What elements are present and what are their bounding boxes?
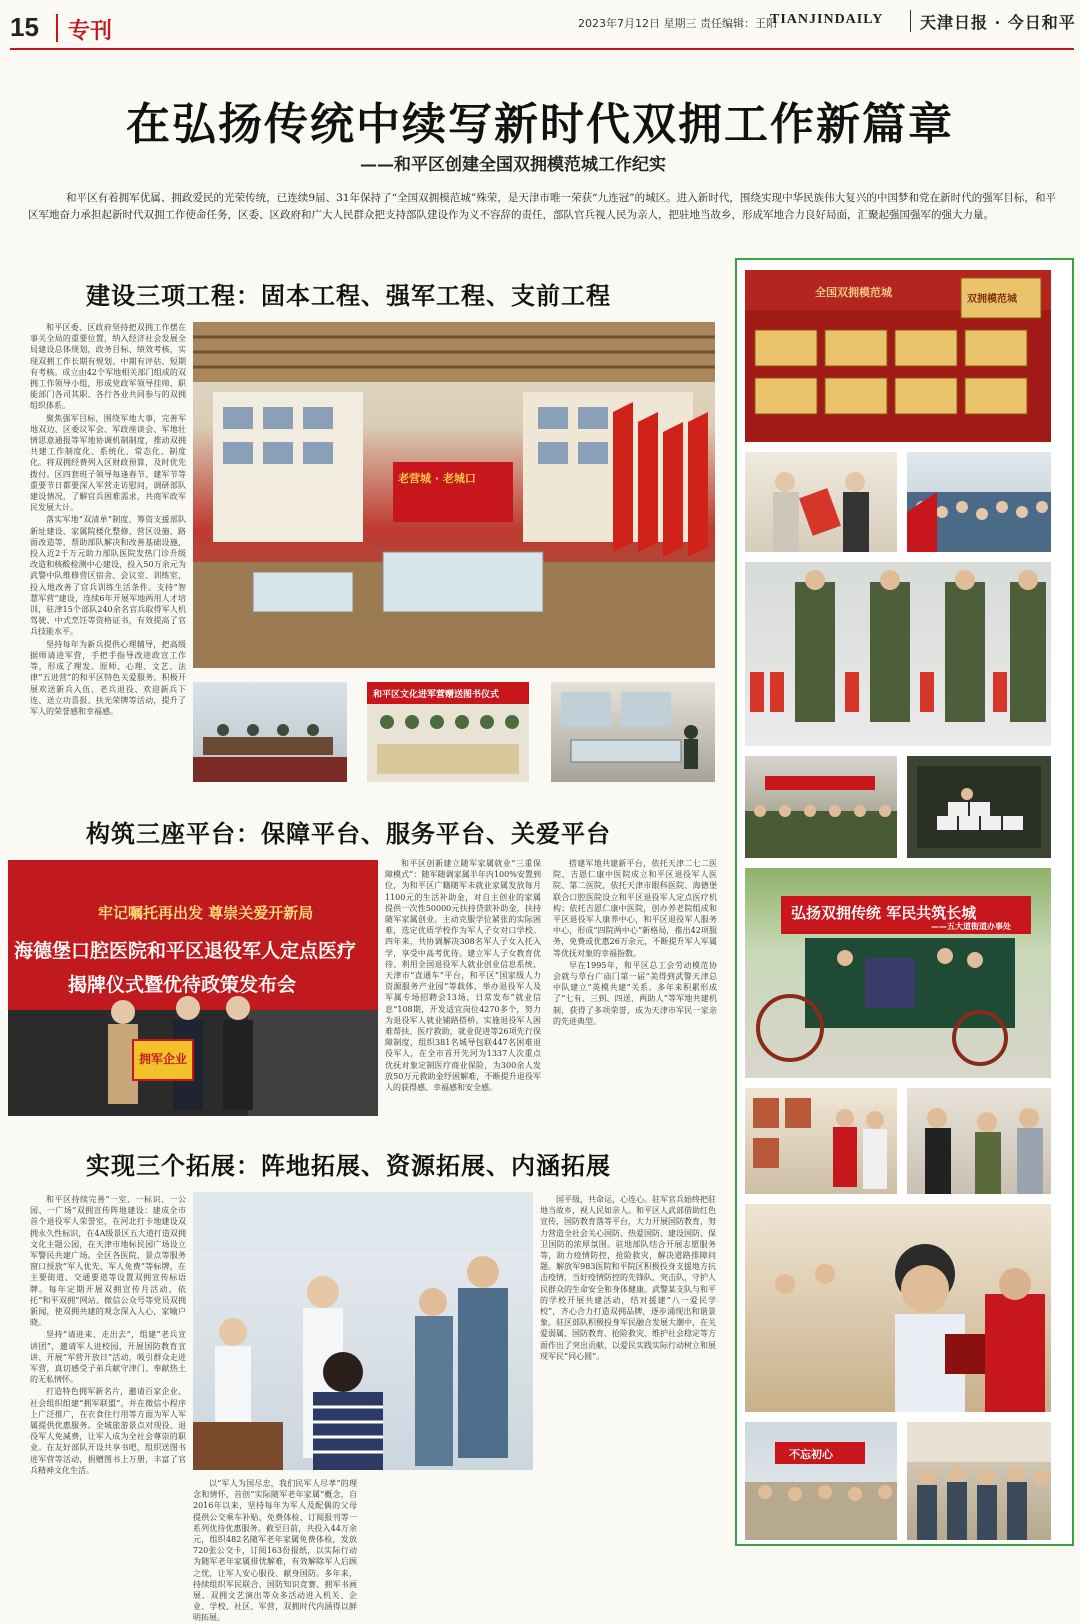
street-event-photo [745, 1422, 897, 1540]
honor-wall-photo [745, 270, 1051, 442]
cart-banner-caption: 弘扬双拥传统 军民共筑长城 [791, 904, 977, 922]
truck-supplies-photo [907, 756, 1051, 858]
section-3-text-col-2 [193, 1478, 357, 1623]
soldiers-students-photo [745, 562, 1051, 746]
section-1-paragraph: 和平区委、区政府坚持把双拥工作摆在事关全局的重要位置，纳入经济社会发展全局建设总体规划，政务目标、绩效考核，实现双拥工作长期有规划、中期有评估、短期有考核。成立由42个军地相关部门组成的双拥工作领导小组，形成党政军领导挂帅、职能部门各司其职、各行各业共同参与的双拥组织体系。 [30, 323, 186, 411]
subhead: ——和平区创建全国双拥模范城工作纪实 [360, 155, 666, 175]
meeting-room-illustration [193, 682, 347, 782]
masthead-rule [10, 48, 1074, 50]
section-3-paragraph: 以“军人为国尽忠，我们民军人尽孝”的理念和情怀，首创“实际随军老年家属”概念，自2016年以来，坚持每年为军人及配偶的父母提供公交乘车补贴、免费体检、订阅报刊等一系列优待优惠服务。截至目前，共投入44万余元，组织482名随军老年家属免费体检，发放720张公交卡，订阅163份报纸，以实际行动为随军老年家属排忧解难，有效解除军人后顾之忧，让军人安心服役、献身国防。多年来，持续组织军民联合、国防知识竞赛、拥军书画展、双拥文艺演出等众多活动进入机关、企业、学校、社区、军营，双拥时代内涵得以鲜明拓展。 [193, 1479, 357, 1623]
section-2-paragraph: 搭建军地共建新平台，依托天津二七二医院、吉恩仁康中医院成立和平区退役军人医院、第二医院，依托天津市眼科医院、海德堡联合口腔医院设立和平区退役军人定点医疗机构；依托吉恩仁康中医院，创办养老院组成和平区退役军人康养中心，和平区退役军人服务中心，形成“四院两中心”新格局，推出42项服务，免费或优惠26万余元，不断提升军人军属等优抚对象的幸福指数。 [553, 859, 717, 958]
section-3-paragraph: 国平级，共命运，心连心。驻军官兵始终把驻地当故乡，视人民如亲人。和平区人武部借助红色宣传，国防教育落等平台，大力开展国防教育，努力营造全社会关心国防、热爱国防、建设国防、保卫国防的浓厚氛围。驻地部队结合开展志愿服务等，助力疫情防控，抢险救灾，解决道路排障问题。解放军983医院和平院区积极投身支援地方抗击疫情，当好疫情防控的先锋队、突击队，守护人民群众的生命安全和身体健康。武警某支队与和平的学校开展共建活动，结对援建“八一爱民学校”，齐心合力打造双拥品牌，逐步涌现出和谐景象。驻区部队积极投身军民融合发展大潮中，在关爱弱属、国防教育、抢险救灾、维护社会稳定等方面作出了突出贡献，以爱民实践实际行动树立和展现军民“同心圆”。 [540, 1195, 716, 1361]
section-title-3: 实现三个拓展：阵地拓展、资源拓展、内涵拓展 [86, 1152, 611, 1180]
crowd-event-photo [907, 452, 1051, 552]
troops-gathering-illustration [745, 756, 897, 858]
soldiers-students-illustration [745, 562, 1051, 746]
veteran-exhibit-photo [745, 1088, 897, 1194]
page-number: 15 [10, 12, 39, 42]
brand-english: TIANJINDAILY [770, 12, 884, 27]
group-visit-photo [907, 1422, 1051, 1540]
section-title-1: 建设三项工程：固本工程、强军工程、支前工程 [86, 282, 611, 310]
section-1-paragraph: 坚持每年为新兵提供心理辅导，把高级据师请进军营，手把手指导改进政宣工作等，形成了理发、原师、心理、文艺、法律“五进营”的和平区特色关爱服务。积极开展欢送新兵入伍、老兵退役、欢迎新兵下连、送立功喜报、扶光荣牌等活动，提升了军人的荣誉感和幸福感。 [30, 639, 186, 716]
bottom-banner-caption: 不忘初心 [789, 1448, 833, 1461]
gift-giving-photo [745, 1204, 1051, 1412]
plaque-caption: 双拥模范城 [967, 294, 1017, 305]
exhibit-banner-caption: 老营城 · 老城口 [398, 472, 476, 485]
masthead [0, 0, 1080, 52]
honor-wall-caption: 全国双拥模范城 [815, 286, 892, 299]
parade-cart-photo [745, 868, 1051, 1078]
section-3-paragraph: 和平区持续完善“一室、一标识、一公园、一广场”双拥宣传阵地建设：建成全市首个退役军人荣誉室，在河北打卡地建设双拥永久性标识，在4A级景区五大道打造双拥文化主题公园，在天津市地标民园广场设立军警民共建广场。全区各医院、景点等服务窗口授放“军人优先、军人免费”等标牌，在主要街道、交通要道等设置双拥宣传标语牌。每年定期开展双拥宣传月活动，依托“和平双拥”网站、微信公众号等党员双拥新闻，使双拥共建的观念深入人心，家喻户晓。 [30, 1195, 186, 1328]
section-1-paragraph: 落实军地“双清单”制度，筹资支援部队新址建设、家属院楼化整修、营区设施、路面改造等，帮助部队解决和改善基础设施，投入近2千万元助力部队医院发热门诊升级改造和核酸检测中心建设，投入50万余元为武警中队维修营区宿舍、会议室、训练室，投入地改善了官兵训练生活条件。支持“智慧军营”建设，连续6年开展军地两用人才培训，驻津15个部队240余名官兵取得军人机驾驶、中式烹饪等资格证书，有效提高了官兵技能水平。 [30, 515, 186, 637]
launch-banner-line-2: 海德堡口腔医院和平区退役军人定点医疗 [14, 940, 357, 962]
parade-cart-illustration [745, 868, 1051, 1078]
launch-banner-line-3: 揭牌仪式暨优待政策发布会 [68, 974, 297, 996]
book-donation-photo [367, 682, 529, 782]
crowd-event-illustration [907, 452, 1051, 552]
section-2-text-col-2 [553, 858, 717, 1120]
ceremony-banner-caption: 和平区文化进军营赠送图书仪式 [373, 690, 500, 700]
exhibit-visit-photo [551, 682, 715, 782]
veteran-exhibit-illustration [745, 1088, 897, 1194]
visit-greeting-photo [907, 1088, 1051, 1194]
section-3-text-col-1 [30, 1194, 186, 1546]
meeting-room-photo [193, 682, 347, 782]
policy-launch-photo [8, 860, 378, 1116]
street-event-illustration [745, 1422, 897, 1540]
group-visit-illustration [907, 1422, 1051, 1540]
section-3-paragraph: 打造特色拥军新名片，邀请百家企业、社会组织组建“拥军联盟”，并在微信小程序上广泛推广，在衣食住行用等方面为军人军属提供优惠服务。全城旅游景点对现役、退役军人免减费，让军人成为全社会尊崇的职业。在友好部队开设共享书吧，组织送图书进军营等活动，捐赠图书上万册，丰富了官兵精神文化生活。 [30, 1387, 186, 1475]
launch-plaque-caption: 拥军企业 [139, 1052, 188, 1066]
section-2-paragraph: 和平区创新建立随军家属就业“三重保障模式”：随军随调家属半年内100%安置到位，为和平区广籍随军未就业家属发放每月1100元的生活补助金，对自主创业的家属提供一次性50000元扶持贷款补助金，扶持随军家属创业。主动克服学位紧张的实际困难，选定优质学校作为军人子女对口学校。四年来，共协调解决308名军人子女入托入学，享受中高考优待。建立军人子女教育优待、利用全国退役军人就业创业信息系统、天津市“直通车”平台，和平区“国家级人力资源服务产业园”等载体，举办退役军人及军属专场招聘会13场，日常发布“就业信息”108期，开发适宜岗位4270多个，努力为退役军人就业铺路搭桥。实施退役军人困难帮扶、医疗救助，就业促进等26项先行保障制度，组织381名城导包联447名困难退役军人，在全市首开先河为1337人次重点优抚对象定制医疗商业保险，为300余人发放50万元救助金纾困解难，不断提升退役军人的获得感、幸福感和安全感。 [385, 859, 541, 1093]
launch-banner-line-1: 牢记嘱托再出发 尊崇关爱开新局 [98, 904, 314, 922]
section-3-text-col-3 [540, 1194, 716, 1546]
photo-gallery-panel [735, 258, 1074, 1546]
cart-banner-subcaption: ——五大道街道办事处 [931, 922, 1011, 931]
headline: 在弘扬传统中续写新时代双拥工作新篇章 [126, 99, 954, 150]
truck-supplies-illustration [907, 756, 1051, 858]
gift-giving-illustration [745, 1204, 1051, 1412]
award-presentation-illustration [745, 452, 897, 552]
exhibit-visit-illustration [551, 682, 715, 782]
exhibition-hall-illustration [193, 322, 715, 668]
section-2-text-col-1 [385, 858, 541, 1120]
brand-chinese: 天津日报 · 今日和平 [920, 13, 1076, 32]
section-label: 专刊 [68, 19, 113, 44]
award-presentation-photo [745, 452, 897, 552]
date-line: 2023年7月12日 星期三 责任编辑：王阳 [578, 17, 777, 30]
section-title-2: 构筑三座平台：保障平台、服务平台、关爱平台 [86, 820, 611, 848]
section-2-paragraph: 早在1995年，和平区总工会劳动模范协会就与草台广庙门第一届“美得到武警天津总中队建立“英模共建”关系。多年来积累形成了“七有、三到、四送、两助人”等军地共建机制，获得了多项荣誉，成为天津市军民一家亲的先进典型。 [553, 960, 717, 1026]
brand-divider [910, 10, 911, 32]
exhibition-hall-photo [193, 322, 715, 668]
medical-checkup-illustration [193, 1192, 533, 1470]
troops-gathering-photo [745, 756, 897, 858]
section-1-text [30, 322, 186, 780]
visit-greeting-illustration [907, 1088, 1051, 1194]
medical-checkup-photo [193, 1192, 533, 1470]
section-3-paragraph: 坚持“请进来、走出去”，组建“老兵宣讲团”，邀请军人进校园，开展国防教育宣讲、开展“军营开放日”活动，吸引群众走进军营，真切感受子弟兵献守津门、奉献热土的无私情怀。 [30, 1330, 186, 1385]
masthead-divider [56, 14, 58, 42]
section-1-paragraph: 聚焦强军目标，围绕军地大事，完善军地双边、区委议军会、军政座谈会、军地壮情思意通报等军地协调机制制度，推动双拥共建工作制度化、系统化、常态化、制度化。将双拥经费列入区财政预算，及时优先拨付。区四套班子领导每逢春节、建军节等重要节日都要深入军营走访慰问，调研部队建设情况，了解官兵困难需求，共商军政军民发展大计。 [30, 413, 186, 513]
lead-paragraph: 和平区有着拥军优属、拥政爱民的光荣传统，已连续9届、31年保持了“全国双拥模范城”殊荣，是天津市唯一荣获“九连冠”的城区。进入新时代，围绕实现中华民族伟大复兴的中国梦和党在新时代的强军目标，和平区军地奋力承担起新时代双拥工作使命任务，区委、区政府和广大人民群众把支持部队建设作为义不容辞的责任，部队官兵视人民为亲人，把驻地当故乡，形成军地合力良好局面，汇聚起强国强军的强大力量。 [28, 192, 1056, 221]
